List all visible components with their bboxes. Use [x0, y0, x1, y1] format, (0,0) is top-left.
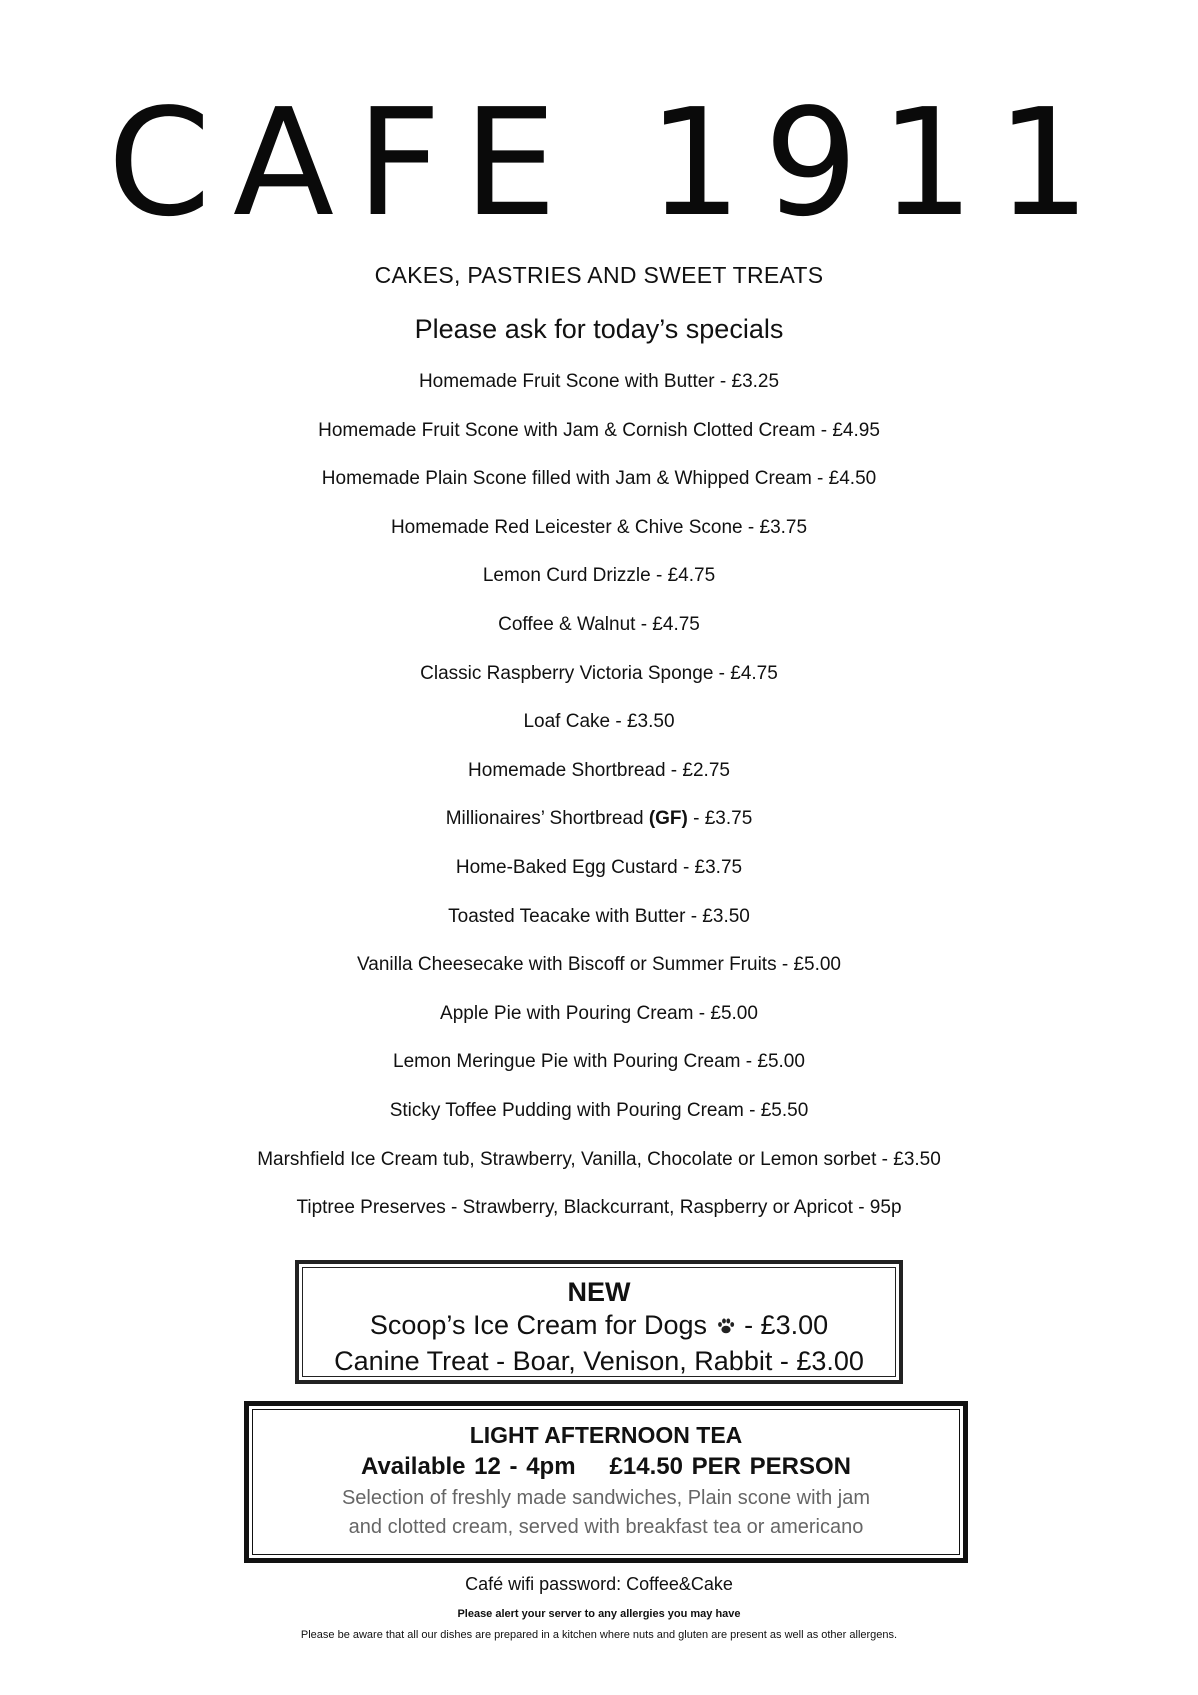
paw-icon	[715, 1310, 737, 1344]
afternoon-tea-heading: LIGHT AFTERNOON TEA	[469, 1422, 743, 1448]
specials-note: Please ask for today’s specials	[414, 314, 784, 344]
menu-item: Coffee & Walnut - £4.75	[498, 613, 700, 635]
menu-item-text: Millionaires’ Shortbread	[445, 808, 649, 830]
menu-item: Marshfield Ice Cream tub, Strawberry, Vanilla, Chocolate or Lemon sorbet - £3.50	[257, 1148, 941, 1170]
menu-item: Classic Raspberry Victoria Sponge - £4.75	[420, 662, 778, 684]
new-items-box	[295, 1260, 903, 1384]
dog-ice-cream-line	[303, 1308, 895, 1344]
allergy-notice: Please be aware that all our dishes are prepared in a kitchen where nuts and gluten are present as well as other allergens.	[300, 1629, 898, 1641]
menu-item: Sticky Toffee Pudding with Pouring Cream - £5.50	[389, 1099, 809, 1121]
afternoon-tea-description-2: and clotted cream, served with breakfast tea or americano	[348, 1516, 864, 1538]
menu-item: Tiptree Preserves - Strawberry, Blackcurrant, Raspberry or Apricot - 95p	[296, 1197, 902, 1219]
dog-ice-cream-text: Scoop’s Ice Cream for Dogs	[369, 1310, 708, 1340]
menu-item: Toasted Teacake with Butter - £3.50	[448, 905, 750, 927]
new-items-inner	[302, 1267, 896, 1377]
menu-item: Home-Baked Egg Custard - £3.75	[455, 856, 743, 878]
menu-item	[0, 805, 1198, 854]
afternoon-tea-price: £14.50 PER PERSON	[609, 1453, 851, 1480]
wifi-password: Café wifi password: Coffee&Cake	[465, 1574, 733, 1594]
afternoon-tea-availability	[253, 1450, 959, 1484]
afternoon-tea-box	[244, 1401, 968, 1563]
gluten-free-tag: (GF)	[648, 808, 688, 830]
cafe-title: CAFE 1911	[107, 77, 1113, 249]
afternoon-tea-hours: Available 12 - 4pm	[361, 1453, 576, 1480]
menu-item: Lemon Meringue Pie with Pouring Cream - £5.00	[393, 1051, 805, 1073]
menu-item: Loaf Cake - £3.50	[523, 711, 675, 733]
new-heading: NEW	[567, 1277, 631, 1307]
allergy-alert: Please alert your server to any allergies you may have	[457, 1608, 741, 1620]
menu-item: Lemon Curd Drizzle - £4.75	[482, 565, 716, 587]
canine-treat-line: Canine Treat - Boar, Venison, Rabbit - £3.00	[334, 1345, 864, 1376]
menu-item: Vanilla Cheesecake with Biscoff or Summer Fruits - £5.00	[357, 954, 841, 976]
menu-item: Homemade Fruit Scone with Jam & Cornish Clotted Cream - £4.95	[318, 419, 880, 441]
menu-item: Homemade Shortbread - £2.75	[468, 759, 730, 781]
menu-item-price: - £3.75	[687, 808, 753, 830]
menu-item: Homemade Red Leicester & Chive Scone - £3.75	[390, 516, 808, 538]
dog-ice-cream-price: - £3.00	[744, 1310, 829, 1340]
menu-item: Homemade Fruit Scone with Butter - £3.25	[418, 371, 780, 392]
menu-item: Homemade Plain Scone filled with Jam & Whipped Cream - £4.50	[321, 468, 877, 490]
menu-subtitle: CAKES, PASTRIES AND SWEET TREATS	[374, 262, 824, 288]
afternoon-tea-inner	[252, 1409, 960, 1555]
menu-item: Apple Pie with Pouring Cream - £5.00	[440, 1002, 758, 1024]
menu-list	[0, 368, 1198, 1243]
afternoon-tea-description-1: Selection of freshly made sandwiches, Plain scone with jam	[341, 1487, 871, 1509]
